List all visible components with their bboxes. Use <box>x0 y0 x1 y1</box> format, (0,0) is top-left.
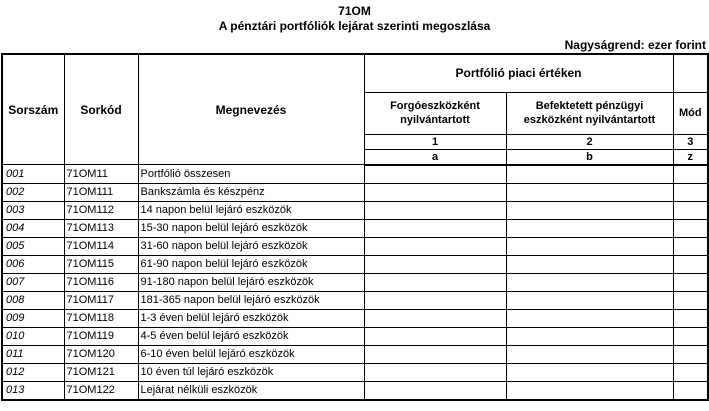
row-number: 013 <box>2 381 64 400</box>
value-cell-a[interactable] <box>364 255 506 273</box>
row-name: 4-5 éven belül lejáró eszközök <box>138 327 364 345</box>
row-code: 71OM117 <box>64 291 138 309</box>
form-code: 71OM <box>338 4 371 18</box>
value-cell-a[interactable] <box>364 309 506 327</box>
header-let2: b <box>506 149 673 165</box>
row-code: 71OM116 <box>64 273 138 291</box>
value-cell-z[interactable] <box>673 345 708 363</box>
value-cell-b[interactable] <box>506 255 673 273</box>
header-sorkod: Sorkód <box>64 54 138 165</box>
row-name: 6-10 éven belül lejáró eszközök <box>138 345 364 363</box>
row-code: 71OM122 <box>64 381 138 400</box>
value-cell-z[interactable] <box>673 219 708 237</box>
value-cell-a[interactable] <box>364 201 506 219</box>
row-name: 61-90 napon belül lejáró eszközök <box>138 255 364 273</box>
row-name: 14 napon belül lejáró eszközök <box>138 201 364 219</box>
form-title: A pénztári portfóliók lejárat szerinti megoszlása <box>218 19 491 33</box>
header-sorszam: Sorszám <box>2 54 64 165</box>
table-row <box>2 165 708 184</box>
header-col3: Mód <box>673 92 708 134</box>
table-row <box>2 309 708 327</box>
table-row <box>2 273 708 291</box>
value-cell-z[interactable] <box>673 165 708 184</box>
table-row <box>2 255 708 273</box>
value-cell-a[interactable] <box>364 327 506 345</box>
row-code: 71OM118 <box>64 309 138 327</box>
header-let1: a <box>364 149 506 165</box>
value-cell-b[interactable] <box>506 165 673 184</box>
row-name: Lejárat nélküli eszközök <box>138 381 364 400</box>
value-cell-b[interactable] <box>506 381 673 400</box>
row-number: 009 <box>2 309 64 327</box>
value-cell-b[interactable] <box>506 309 673 327</box>
table-row <box>2 327 708 345</box>
value-cell-z[interactable] <box>673 291 708 309</box>
value-cell-a[interactable] <box>364 165 506 184</box>
value-cell-z[interactable] <box>673 237 708 255</box>
header-num1: 1 <box>364 134 506 149</box>
table-row <box>2 201 708 219</box>
value-cell-z[interactable] <box>673 309 708 327</box>
row-code: 71OM114 <box>64 237 138 255</box>
value-cell-b[interactable] <box>506 273 673 291</box>
value-cell-b[interactable] <box>506 291 673 309</box>
row-number: 004 <box>2 219 64 237</box>
header-col1: Forgóeszközként nyilvántartott <box>364 92 506 134</box>
value-cell-b[interactable] <box>506 345 673 363</box>
row-code: 71OM115 <box>64 255 138 273</box>
value-cell-a[interactable] <box>364 345 506 363</box>
row-code: 71OM121 <box>64 363 138 381</box>
value-cell-z[interactable] <box>673 381 708 400</box>
row-name: 10 éven túl lejáró eszközök <box>138 363 364 381</box>
value-cell-b[interactable] <box>506 327 673 345</box>
value-cell-z[interactable] <box>673 327 708 345</box>
table-row <box>2 291 708 309</box>
table-row <box>2 363 708 381</box>
table-row <box>2 381 708 400</box>
header-empty <box>673 54 708 92</box>
value-cell-a[interactable] <box>364 219 506 237</box>
row-number: 011 <box>2 345 64 363</box>
row-code: 71OM111 <box>64 183 138 201</box>
header-num2: 2 <box>506 134 673 149</box>
row-number: 001 <box>2 165 64 184</box>
row-number: 003 <box>2 201 64 219</box>
row-name: Bankszámla és készpénz <box>138 183 364 201</box>
value-cell-b[interactable] <box>506 363 673 381</box>
row-name: Portfólió összesen <box>138 165 364 184</box>
row-number: 010 <box>2 327 64 345</box>
value-cell-a[interactable] <box>364 273 506 291</box>
row-number: 006 <box>2 255 64 273</box>
value-cell-z[interactable] <box>673 201 708 219</box>
value-cell-z[interactable] <box>673 255 708 273</box>
value-cell-a[interactable] <box>364 291 506 309</box>
row-code: 71OM113 <box>64 219 138 237</box>
row-name: 31-60 napon belül lejáró eszközök <box>138 237 364 255</box>
row-name: 91-180 napon belül lejáró eszközök <box>138 273 364 291</box>
row-number: 007 <box>2 273 64 291</box>
row-code: 71OM119 <box>64 327 138 345</box>
header-num3: 3 <box>673 134 708 149</box>
row-code: 71OM112 <box>64 201 138 219</box>
table-row <box>2 237 708 255</box>
row-number: 008 <box>2 291 64 309</box>
value-cell-b[interactable] <box>506 183 673 201</box>
portfolio-table <box>1 53 709 401</box>
table-row <box>2 219 708 237</box>
value-cell-a[interactable] <box>364 381 506 400</box>
value-cell-a[interactable] <box>364 237 506 255</box>
row-name: 181-365 napon belül lejáró eszközök <box>138 291 364 309</box>
unit-label: Nagyságrend: ezer forint <box>564 38 706 52</box>
value-cell-a[interactable] <box>364 363 506 381</box>
header-group: Portfólió piaci értéken <box>364 54 673 92</box>
value-cell-z[interactable] <box>673 273 708 291</box>
row-code: 71OM11 <box>64 165 138 184</box>
value-cell-a[interactable] <box>364 183 506 201</box>
row-code: 71OM120 <box>64 345 138 363</box>
table-row <box>2 183 708 201</box>
row-name: 15-30 napon belül lejáró eszközök <box>138 219 364 237</box>
row-number: 005 <box>2 237 64 255</box>
header-megnevezes: Megnevezés <box>138 54 364 165</box>
value-cell-b[interactable] <box>506 201 673 219</box>
table-row <box>2 345 708 363</box>
value-cell-z[interactable] <box>673 183 708 201</box>
header-let3: z <box>673 149 708 165</box>
value-cell-b[interactable] <box>506 219 673 237</box>
value-cell-z[interactable] <box>673 363 708 381</box>
value-cell-b[interactable] <box>506 237 673 255</box>
row-number: 012 <box>2 363 64 381</box>
row-name: 1-3 éven belül lejáró eszközök <box>138 309 364 327</box>
row-number: 002 <box>2 183 64 201</box>
header-col2: Befektetett pénzügyi eszközként nyilvántartott <box>506 92 673 134</box>
